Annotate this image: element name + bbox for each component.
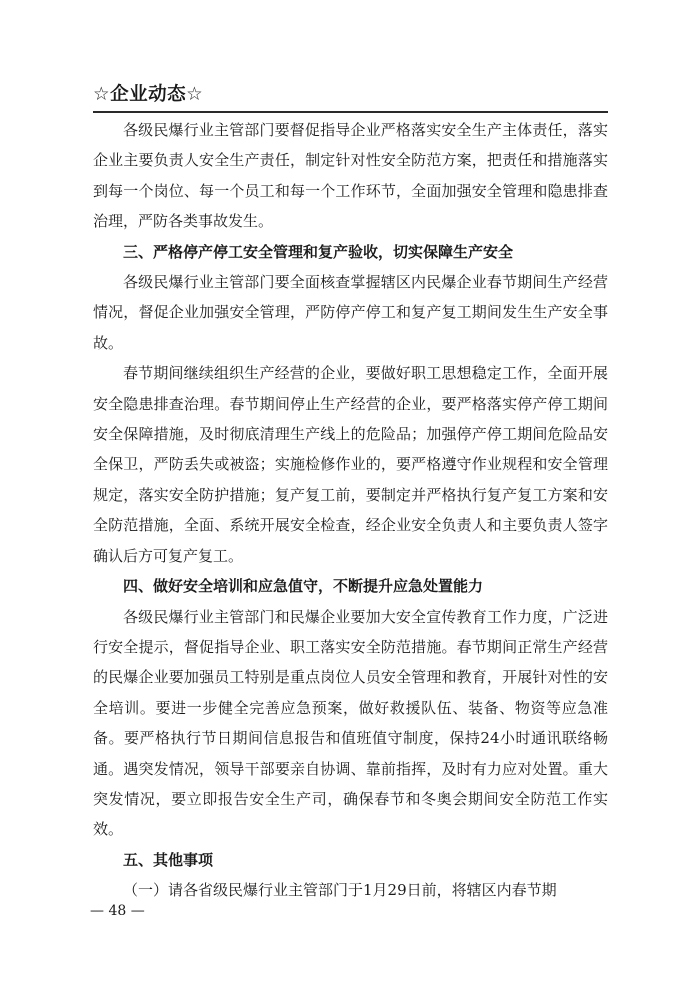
- heading-section-3: 三、严格停产停工安全管理和复产验收，切实保障生产安全: [123, 242, 514, 261]
- heading-section-5: 五、其他事项: [123, 850, 214, 869]
- page-header: [93, 80, 613, 110]
- page-number: — 48 —: [90, 903, 145, 919]
- paragraph-training-emergency: 各级民爆行业主管部门和民爆企业要加大安全宣传教育工作力度，广泛进行安全提示，督促指导企业、职工落实安全防范措施。春节期间正常生产经营的民爆企业要加强员工特别是重点岗位人员安全管理和教育，开展针对性的安全培训。要进一步健全完善应急预案，做好救援队伍、装备、物资等应急准备。要严格执行节日期间信息报告和值班值守制度，保持24小时通讯联络畅通。遇突发情况，领导干部要亲自协调、靠前指挥，及时有力应对处置。重大突发情况，要立即报告安全生产司，确保春节和冬奥会期间安全防范工作实效。: [93, 607, 608, 839]
- paragraph-responsibility: 各级民爆行业主管部门要督促指导企业严格落实安全生产主体责任，落实企业主要负责人安全生产责任，制定针对性安全防范方案，把责任和措施落实到每一个岗位、每一个员工和每一个工作环节，全面加强安全管理和隐患排查治理，严防各类事故发生。: [93, 121, 608, 231]
- header-rule: [93, 111, 608, 113]
- heading-section-4: 四、做好安全培训和应急值守，不断提升应急处置能力: [123, 577, 484, 596]
- article-body: [93, 115, 608, 906]
- paragraph-production-check: 各级民爆行业主管部门要全面核查掌握辖区内民爆企业春节期间生产经营情况，督促企业加强安全管理，严防停产停工和复产复工期间发生生产安全事故。: [93, 273, 608, 352]
- paragraph-other-item-1: （一）请各省级民爆行业主管部门于1月29日前，将辖区内春节期: [123, 881, 557, 900]
- section-title: ☆企业动态☆: [93, 84, 204, 105]
- paragraph-festival-operations: 春节期间继续组织生产经营的企业，要做好职工思想稳定工作，全面开展安全隐患排查治理。春节期间停止生产经营的企业，要严格落实停产停工期间安全保障措施，及时彻底清理生产线上的危险品；加强停产停工期间危险品安全保卫，严防丢失或被盗；实施检修作业的，要严格遵守作业规程和安全管理规定，落实安全防护措施；复产复工前，要制定并严格执行复产复工方案和安全防范措施，全面、系统开展安全检查，经企业安全负责人和主要负责人签字确认后方可复产复工。: [93, 364, 608, 565]
